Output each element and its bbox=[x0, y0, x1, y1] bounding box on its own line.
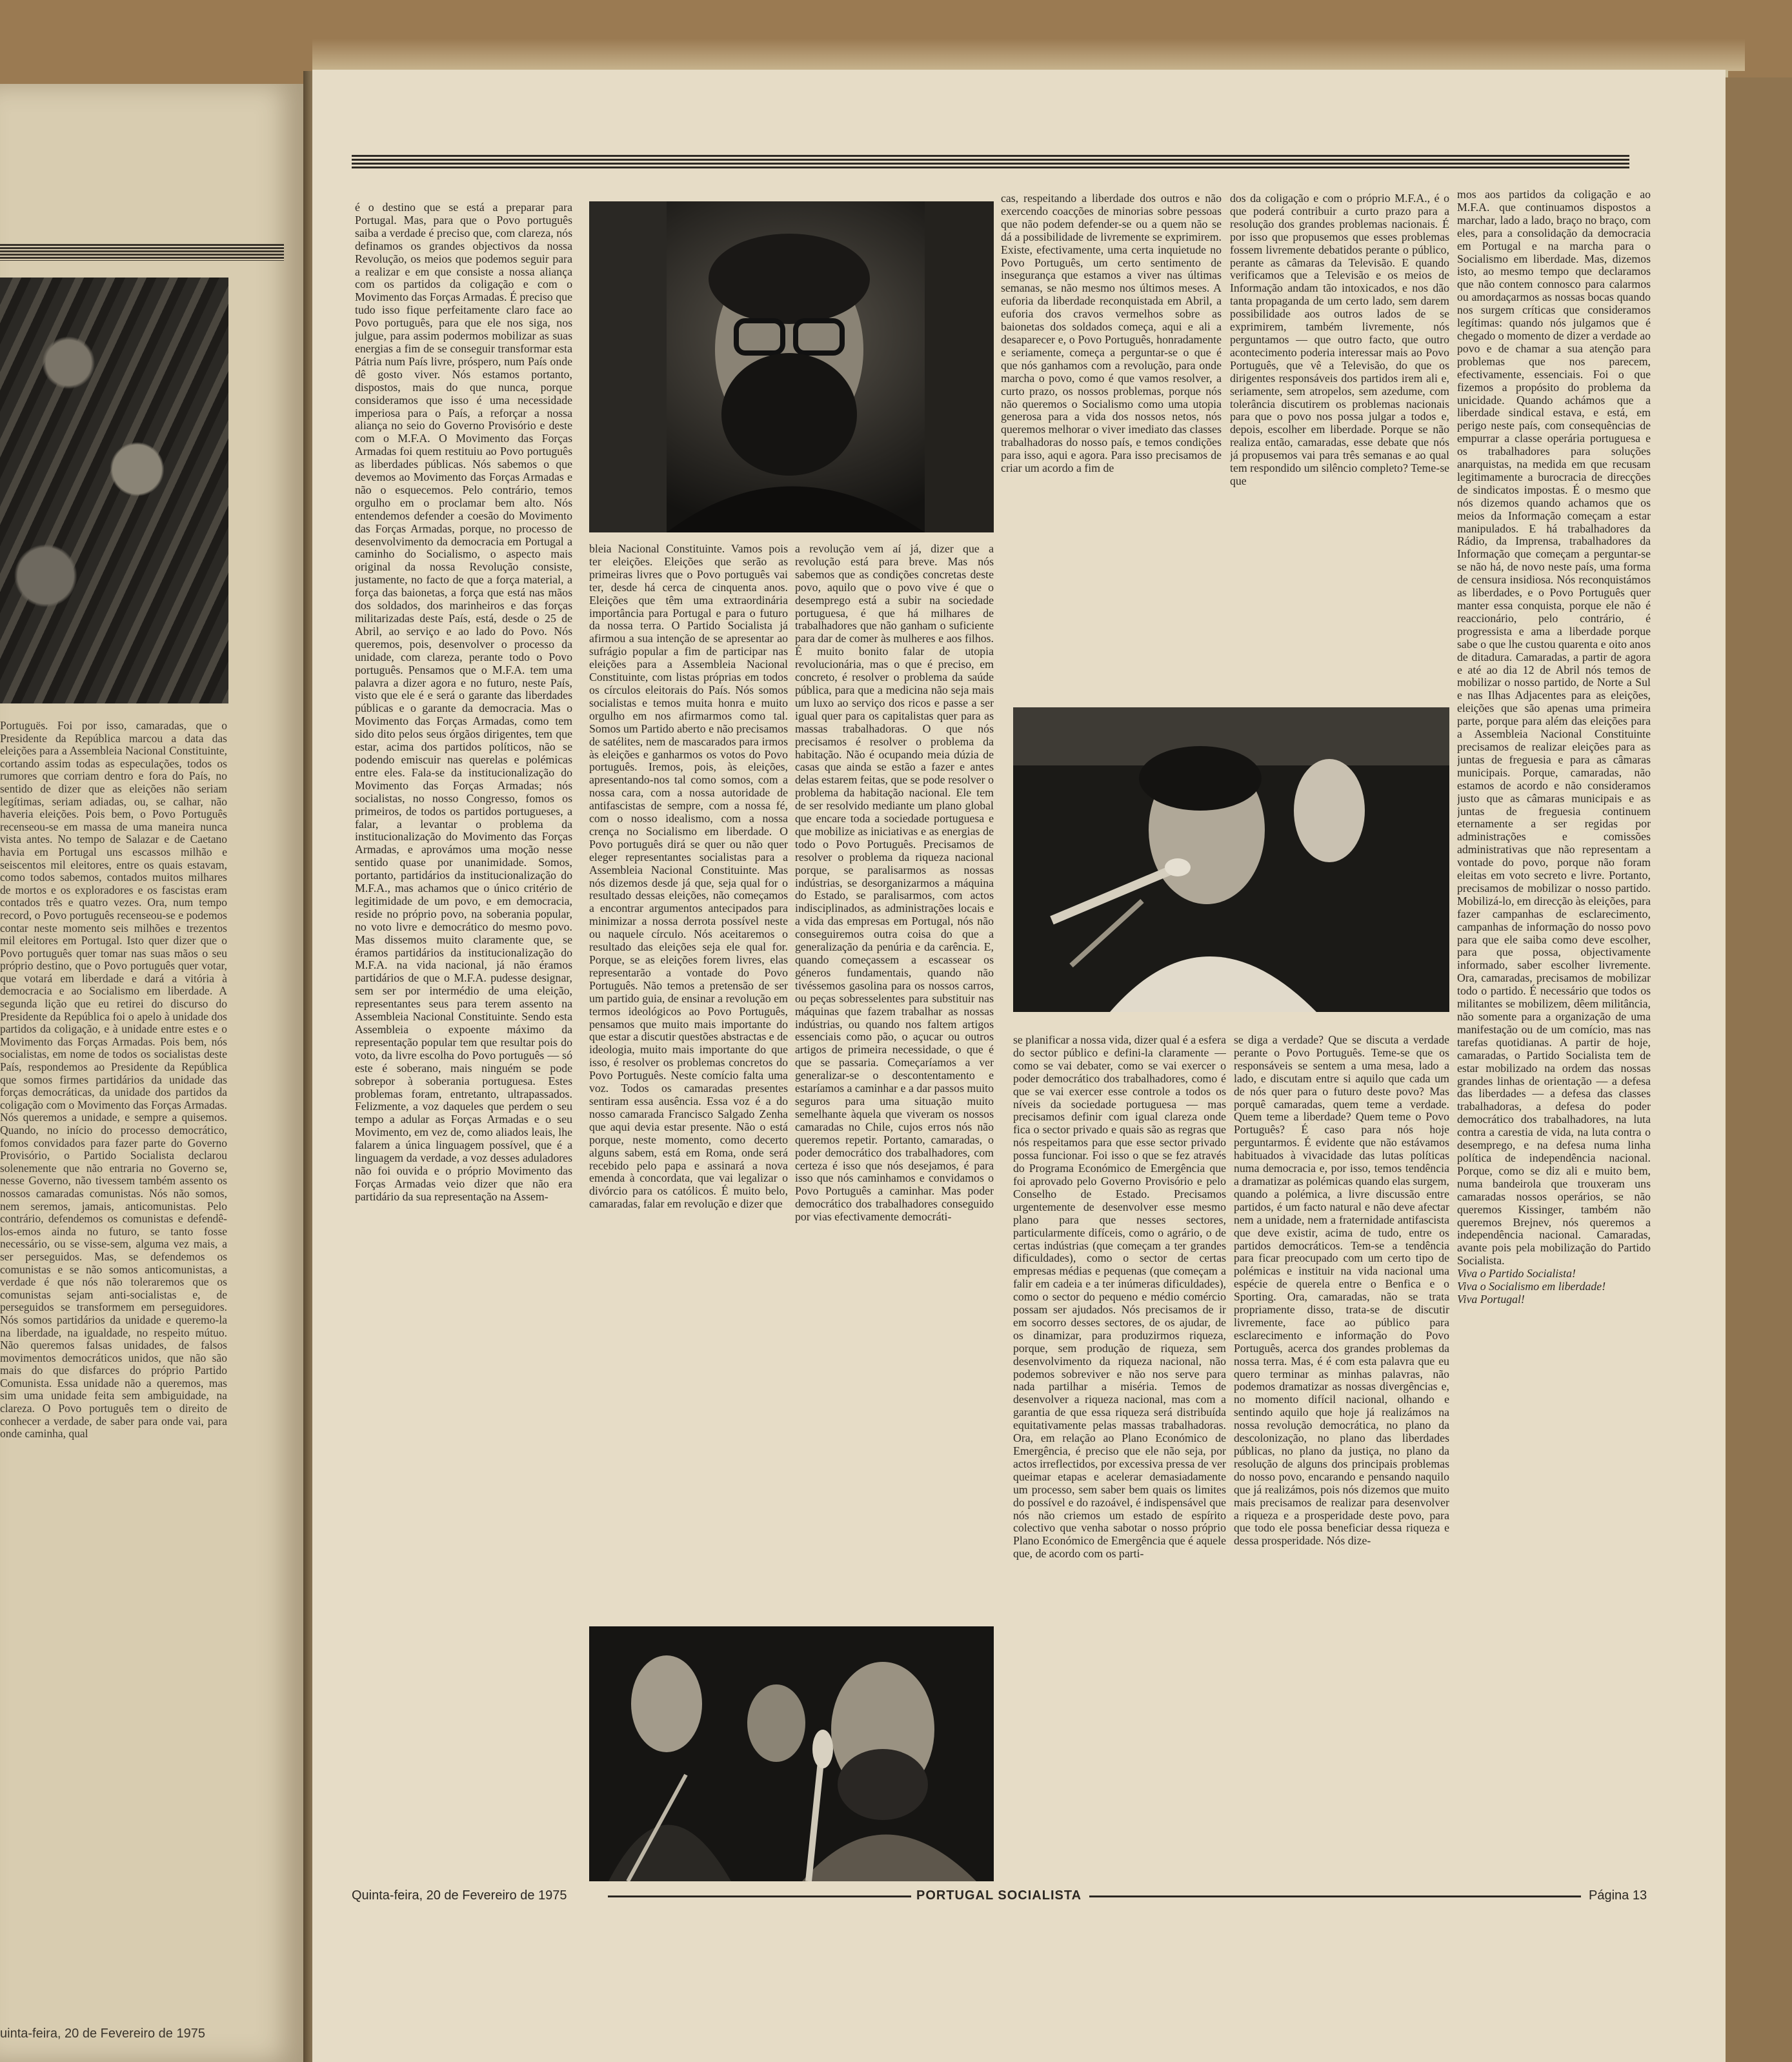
article-column-5-bottom bbox=[1234, 1034, 1449, 1883]
photo-speakers-microphones bbox=[589, 1626, 994, 1881]
footer-date: Quinta-feira, 20 de Fevereiro de 1975 bbox=[352, 1888, 567, 1903]
footer-rule-right bbox=[1089, 1895, 1581, 1897]
crowd-photo bbox=[0, 278, 228, 703]
orator-illustration bbox=[1013, 707, 1449, 1012]
closing-cheer-3: Viva Portugal! bbox=[1457, 1292, 1525, 1306]
left-page-text: Portuguës. Foi por isso, camaradas, que o Presidente da República marcou a data das eleições para a Assembleia Nacional Constituinte, cortando assim todas as especulações, todos os rumores que corriam dentro e fora do País, no sentido de dizer que as eleições não seriam legítimas, seriam adiadas, ou, se calhar, não haveria eleições. Pois bem, o Povo Português recenseou-se em massa de uma maneira nunca vista antes. No tempo de Salazar e de Caetano havia em Portugal uns escassos milhão e seiscentos mil eleitores, entre os quais estavam, como todos sabemos, contados muitos milhares de mortos e os exploradores e os fascistas eram contados três e quatro vezes. Ora, num tempo record, o Povo português recenseou-se e podemos contar neste momento seis milhões e trezentos mil eleitores em Portugal. Isto quer dizer que o Povo português quer tomar nas suas mãos o seu próprio destino, que o Povo português quer votar, que votará em liberdade e dará a vitória à democracia e ao Socialismo em liberdade. A segunda lição que eu retirei do discurso do Presidente da República foi o apelo à unidade dos partidos da coligação, e à unidade entre estes e o Movimento das Forças Armadas. Pois bem, nós socialistas, em nome de todos os socialistas deste País, respondemos ao Presidente da República que somos firmes partidários da unidade das forças democráticas, da unidade dos partidos da coligação com o Movimento das Forças Armadas. Nós queremos a unidade, e sempre a quisemos. Quando, no início do processo democrático, fomos convidados para fazer parte do Governo Provisório, o Partido Socialista declarou solenemente que não entraria no Governo se, nesse Governo, não tivessem também assento os nossos camaradas comunistas. Nós não somos, nem seremos, jamais, anticomunistas. Pelo contrário, defendemos os comunistas e defendê-los-emos ainda no futuro, se tanto fosse necessário, ou se visse-sem, alguma vez mais, a ser perseguidos. Mas, se defendemos os comunistas e se não somos anticomunistas, a verdade é que nós não toleraremos que os comunistas sejam anti-socialistas e, de perseguidos se transformem em perseguidores. Nós somos partidários da unidade e queremo-la na liberdade, na igualdade, no respeito mútuo. Não queremos falsas unidades, de falsos movimentos democráticos unidos, que não são mais do que disfarces do próprio Partido Comunista. Essa unidade não a queremos, mas sim uma unidade feita sem ambiguidade, na clareza. O Povo português tem o direito de conhecer a verdade, de saber para onde vai, para onde caminha, qual bbox=[0, 720, 227, 1440]
page-top-shadow bbox=[312, 39, 1745, 71]
article-column-4-top bbox=[1001, 192, 1222, 699]
article-column-1 bbox=[355, 201, 572, 1883]
portrait-illustration bbox=[589, 201, 994, 532]
page-stack-edge bbox=[1726, 77, 1792, 2062]
column-4-top-text: cas, respeitando a liberdade dos outros e não exercendo coacções de minorias sobre pessoas que não podem defender-se ou a quem não se dá a possibilidade de livremente se exprimirem. Existe, efectivamente, uma certa inquietude no Povo Português, um certo sentimento de insegurança que estamos a viver nas últimas semanas, se não mesmo nos últimos meses. A euforia da liberdade reconquistada em Abril, a euforia dos cravos vermelhos sobre as baionetas dos soldados começa, aqui e ali a desaparecer e, o Povo Português, honradamente e seriamente, começa a perguntar-se o que é que nós ganhamos com a revolução, para onde marcha o povo, como é que vamos resolver, a curto prazo, os nossos problemas, porque nós não queremos o Socialismo como uma utopia generosa para a vida dos nossos netos, nós queremos melhorar o viver imediato das classes trabalhadoras do nosso país, e temos condições para isso, aqui e agora. Para isso precisamos de criar um acordo a fim de bbox=[1001, 192, 1222, 475]
left-page-footer-date: uinta-feira, 20 de Fevereiro de 1975 bbox=[0, 2027, 205, 2041]
left-page-rule bbox=[0, 244, 284, 261]
column-2-text: bleia Nacional Constituinte. Vamos pois ter eleições. Eleições que serão as primeiras livres que o Povo português vai ter, desde há cerca de cinquenta anos. Eleições que têm uma extraordinária importância para Portugal e para o futuro da nossa terra. O Partido Socialista já afirmou a sua intenção de se apresentar ao sufrágio popular a fim de participar nas eleições para a Assembleia Nacional Constituinte, com listas próprias em todos os círculos eleitorais do País. Nós somos socialistas e temos muita honra e muito orgulho em nos afirmarmos como tal. Somos um Partido aberto e não precisamos de satélites, nem de mascarados para irmos às eleições e ganharmos os votos do Povo português. Iremos, pois, às eleições, apresentando-nos tal como somos, com a nossa cara, com a nossa autoridade de antifascistas de sempre, com a nossa fé, com o nosso idealismo, com a nossa crença no Socialismo em liberdade. O Povo português dirá se quer ou não quer eleger representantes socialistas para a Assembleia Nacional Constituinte. Mas nós dizemos desde já que, seja qual for o resultado dessas eleições, não começamos a encontrar argumentos antecipados para minimizar a nossa derrota possível neste ou naquele círculo. Nós aceitaremos o resultado das eleições seja ele qual for. Porque, se as eleições forem livres, elas representarão a vontade do Povo Português. Não temos a pretensão de ser um partido guia, de ensinar a revolução em termos ideológicos ao Povo Português, pensamos que muito mais importante do que estar a discutir questões abstractas e de ideologia, muito mais importante do que isso, é resolver os problemas concretos do Povo Português. Neste comício falta uma voz. Todos os camaradas presentes sentiram essa ausência. Essa voz é a do nosso camarada Francisco Salgado Zenha que aqui devia estar presente. Não o está porque, neste momento, como decerto alguns sabem, está em Roma, onde será recebido pelo papa e assinará a nova emenda à concordata, que vai legalizar o divórcio para os católicos. É muito belo, camaradas, falar em revolução e dizer que bbox=[589, 543, 788, 1211]
column-1-text: é o destino que se está a preparar para Portugal. Mas, para que o Povo português saiba a verdade é preciso que, com clareza, nós definamos os grandes objectivos da nossa Revolução, os meios que podemos seguir para a realizar e em que consiste a nossa aliança com os partidos da coligação e com o Movimento das Forças Armadas. É preciso que tudo isso fique perfeitamente claro face ao Povo português, para que ele nos siga, nos julgue, para assim podermos mobilizar as suas energias a fim de se conseguir transformar esta Pátria num País livre, próspero, num País onde dê gosto viver. Nós estamos portanto, dispostos, mais do que nunca, porque consideramos que isso é uma necessidade imperiosa para o País, a reforçar a nossa aliança no seio do Governo Provisório e deste com o M.F.A. O Movimento das Forças Armadas foi quem restituiu ao Povo português as liberdades públicas. Nós sabemos o que devemos ao Movimento das Forças Armadas e não o esquecemos. Pelo contrário, temos orgulho em o proclamar bem alto. Nós entendemos defender a coesão do Movimento das Forças Armadas, porque, no processo de desenvolvimento da democracia em Portugal a caminho do Socialismo, o aspecto mais original da nossa Revolução consiste, justamente, no facto de que a força material, a força das baionetas, a força que está nas mãos dos soldados, dos marinheiros e das forças militarizadas deste País, está, desde o 25 de Abril, ao serviço e ao lado do Povo. Nós queremos, pois, desenvolver o processo da unidade, com clareza, perante todo o Povo português. Pensamos que o M.F.A. tem uma palavra a dizer agora e no futuro, neste País, visto que ele é e será o garante das liberdades públicas e o garante da democracia. Mas o Movimento das Forças Armadas, como tem sido dito pelos seus órgãos dirigentes, tem que estar, acima dos partidos políticos, não se podendo emiscuir nas querelas e polémicas entre eles. Fala-se da institucionalização do Movimento das Forças Armadas; nós socialistas, no nosso Congresso, fomos os primeiros, de todos os partidos portugueses, a falar, a levantar o problema da institucionalização do Movimento das Forças Armadas, e aprovámos uma moção nesse sentido quase por unanimidade. Somos, portanto, partidários da institucionalização do M.F.A., mas achamos que o único critério de legitimidade de um povo, e em democracia, reside no próprio povo, na soberania popular, no voto livre e democrático do mesmo povo. Mas dissemos muito claramente que, se éramos partidários da institucionalização do M.F.A. na vida nacional, já não éramos partidários de que o M.F.A. pudesse designar, sem ser por intermédio de uma eleição, representantes seus para terem assento na Assembleia Nacional Constituinte. Sendo esta Assembleia o expoente máximo da representação popular tem que resultar pois do voto, da livre escolha do Povo português — só este é soberano, mais ninguém se pode sobrepor à soberania portuguesa. Estes problemas foram, entretanto, ultrapassados. Felizmente, a voz daqueles que perdem o seu tempo a adular as Forças Armadas e o seu Movimento, em vez de, como aliados leais, lhe falarem a única linguagem possível, que é a linguagem da verdade, a voz desses aduladores não foi ouvida e o próprio Movimento das Forças Armadas veio dizer que não era partidário da sua representação na Assem- bbox=[355, 201, 572, 1203]
article-column-4-bottom bbox=[1013, 1034, 1226, 1883]
column-6-text: mos aos partidos da coligação e ao M.F.A. que continuamos dispostos a marchar, lado a lado, braço no braço, com eles, para a consolidação da democracia em Portugal e na marcha para o Socialismo em liberdade. Mas, dizemos isto, ao mesmo tempo que declaramos que não contem connosco para calarmos ou amordaçarmos as nossas bocas quando nos surgem críticas que consideramos legítimas: quando nós julgamos que é chegado o momento de dizer a verdade ao povo e de chamar a sua atenção para problemas que nos parecem, efectivamente, essenciais. Foi o que fizemos a propósito do problema da unicidade. Quando achámos que a liberdade sindical estava, e está, em perigo neste país, com consequências de empurrar a classe operária portuguesa e os trabalhadores para soluções anarquistas, na medida em que recusam legitimamente a burocracia de direcções de sindicatos impostas. É o mesmo que nós dizemos quando achamos que os meios da Informação começam a estar manipulados. E há trabalhadores da Rádio, da Imprensa, trabalhadores da Informação que começam a perguntar-se se não há, de novo neste país, uma forma de censura insidiosa. Nós reconquistámos as liberdades, e o Povo Português quer manter essa conquista, porque ele não é reaccionário, pelo contrário, é progressista e ama a liberdade porque sabe o que lhe custou quarenta e oito anos de ditadura. Camaradas, a partir de agora e até ao dia 12 de Abril nós temos de mobilizar o nosso partido, de Norte a Sul e nas Ilhas Adjacentes para as eleições, eleições que são apenas uma primeira parte, porque para além das eleições para a Assembleia Nacional Constituinte precisamos de realizar eleições para as juntas de freguesia e para as câmaras municipais. Porque, camaradas, não estamos de acordo e não consideramos justo que as câmaras municipais e as juntas de freguesia continuem eternamente a ser regidas por administrações e comissões administrativas que não representam a vontade do povo, porque não foram eleitas em voto secreto e livre. Portanto, precisamos de mobilizar o nosso partido. Mobilizá-lo, em direcção às eleições, para fazer campanhas de esclarecimento, campanhas de informação do nosso povo para que ele saiba como deve escolher, para que possa, objectivamente informado, saber escolher livremente. Ora, camaradas, precisamos de mobilizar todo o partido. É necessário que todos os militantes se mobilizem, dêem militância, não somente para a organização de uma manifestação ou de um comício, mas nas tarefas quotidianas. A partir de hoje, camaradas, o Partido Socialista tem de estar mobilizado na ordem das nossas grandes linhas de orientação — a defesa das liberdades — a defesa das classes trabalhadoras, a defesa do poder democrático dos trabalhadores, na luta contra a carestia de vida, na luta contra o desemprego, e na defesa numa linha política de independência nacional. Porque, como se diz ali e muito bem, numa bandeirola que trouxeram uns camaradas nossos operários, se não queremos Kissinger, também não queremos Brejnev, nós queremos a independência nacional. Camaradas, avante pois pela mobilização do Partido Socialista. bbox=[1457, 188, 1651, 1268]
photo-man-at-microphone bbox=[1013, 707, 1449, 1012]
column-3-text: a revolução vem aí já, dizer que a revolução está para breve. Mas nós sabemos que as condições concretas deste povo, aquilo que o povo vive é que o desemprego está a subir na sociedade portuguesa, é que há milhares de trabalhadores que não ganham o suficiente para dar de comer às mulheres e aos filhos. É muito bonito falar de utopia revolucionária, mas o que é preciso, em concreto, é resolver o problema da saúde pública, para que a medicina não seja mais um luxo ao serviço dos ricos e passe a ser igual quer para os capitalistas quer para as massas trabalhadoras. O que nós precisamos é resolver o problema da habitação. Não é ocupando meia dúzia de casas que ainda se estão a fazer e antes delas estarem feitas, que se pode resolver o problema da habitação nacional. Ele tem de ser resolvido mediante um plano global que encare toda a sociedade portuguesa e que mobilize as iniciativas e as energias de todo o Povo Português. Precisamos de resolver o problema da riqueza nacional porque, se paralisarmos as nossas indústrias, se desorganizarmos a máquina do Estado, se paralisarmos, com actos indisciplinados, as administrações locais e a vida das empresas em Portugal, nós não conseguiremos outra coisa do que a generalização da penúria e da carência. E, quando começassem a escassear os géneros fundamentais, quando não tivéssemos gasolina para os nossos carros, ou peças sobresselentes para substituir nas máquinas que fazem trabalhar as nossas indústrias, ou quando nos faltem artigos essenciais como pão, o açucar ou outros artigos de primeira necessidade, o que é que se passaria. Começaríamos a ver generalizar-se o descontentamento e estaríamos a caminhar e a dar passos muito seguros para uma situação muito semelhante àquela que viveram os nossos camaradas no Chile, cujos erros nós não queremos repetir. Portanto, camaradas, o poder democrático dos trabalhadores, com certeza é isso que nós desejamos, é para isso que nós caminhamos e convidamos o Povo Português a caminhar. Mas poder democrático dos trabalhadores conseguido por vias efectivamente democráti- bbox=[795, 543, 994, 1224]
speakers-illustration bbox=[589, 1626, 994, 1881]
article-column-3 bbox=[795, 543, 994, 1614]
previous-page bbox=[0, 84, 303, 2062]
article-column-6 bbox=[1457, 188, 1651, 1883]
closing-cheer-1: Viva o Partido Socialista! bbox=[1457, 1267, 1576, 1280]
column-5-bottom-text: se diga a verdade? Que se discuta a verdade perante o Povo Português. Teme-se que os responsáveis se sentem a uma mesa, lado a lado, e discutam entre si aquilo que cada um de nós quer para o futuro deste povo? Mas porquê camaradas, quem teme a verdade. Quem teme a liberdade? Quem teme o Povo Português? É caso para nós hoje perguntarmos. É evidente que não estávamos habituados à vivacidade das lutas políticas numa democracia e, por isso, temos tendência a dramatizar as polémicas quando elas surgem, quando a polémica, a livre discussão entre partidos, é um facto natural e não deve afectar nem a unidade, nem a fraternidade antifascista que deve existir, acima de tudo, entre os partidos democráticos. Tem-se a tendência para ficar preocupado com um certo tipo de polémicas e instituir na vida nacional uma espécie de querela entre o Benfica e o Sporting. Ora, camaradas, não se trata propriamente disso, trata-se de discutir livremente, face ao público para esclarecimento e informação do Povo Português, acerca dos grandes problemas da nossa terra. Mas, é é com esta palavra que eu quero terminar as minhas palavras, não podemos dramatizar as nossas divergências e, no momento difícil nacional, olhando e sentindo aquilo que hoje já realizámos na nossa revolução democrática, no plano da descolonização, no plano das liberdades públicas, no plano da justiça, no plano da resolução de alguns dos principais problemas do nosso povo, encarando e pensando naquilo que já realizámos, pois nós dizemos que muito mais precisamos de realizar para desenvolver a riqueza e a prosperidade deste povo, para que todo ele possa beneficiar dessa riqueza e dessa prosperidade. Nós dize- bbox=[1234, 1034, 1449, 1548]
column-4-bottom-text: se planificar a nossa vida, dizer qual é a esfera do sector público e defini-la claramente — como se vai debater, como se vai exercer o poder democrático dos trabalhadores, como é que se vai exercer esse controle a todos os níveis da sociedade portuguesa — mas precisamos definir com igual clareza onde fica o sector privado e quais são as regras que nós respeitamos para que esse sector privado possa funcionar. Foi isso o que se fez através do Programa Económico de Emergência que foi aprovado pelo Governo Provisório e pelo Conselho de Estado. Precisamos urgentemente de desenvolver esse mesmo plano para que nesses sectores, particularmente difíceis, como o agrário, o de certas indústrias (que começam a ter grandes dificuldades), como o sector de certas empresas médias e pequenas (que começam a falir em cadeia e a ter inúmeras dificuldades), como o sector do pequeno e médio comércio possam ser ajudados. Nós precisamos de ir em socorro desses sectores, de os ajudar, de os dinamizar, para produzirmos riqueza, porque, sem produção de riqueza, sem desenvolvimento da riqueza nacional, não podemos sobreviver e não nos serve para nada partilhar a miséria. Temos de desenvolver a riqueza nacional, mas com a garantia de que essa riqueza será distribuída equitativamente pelas massas trabalhadoras. Ora, em relação ao Plano Económico de Emergência, é preciso que ele não seja, por actos irreflectidos, por excessiva pressa de ver queimar etapas e acelerar demasiadamente um processo, sem saber bem quais os limites do possível e do razoável, é indispensável que nós não criemos um estado de espírito colectivo que venha sabotar o nosso próprio Plano Económico de Emergência que é aquele que, de acordo com os parti- bbox=[1013, 1034, 1226, 1561]
footer-publication-name: PORTUGAL SOCIALISTA bbox=[916, 1888, 1082, 1903]
article-column-5-top bbox=[1230, 192, 1449, 699]
page-gutter bbox=[303, 71, 312, 2062]
top-rule bbox=[352, 155, 1629, 169]
footer-page-number: Página 13 bbox=[1589, 1888, 1647, 1903]
closing-cheer-2: Viva o Socialismo em liberdade! bbox=[1457, 1280, 1606, 1293]
footer-rule-left bbox=[608, 1895, 911, 1897]
photo-bearded-man bbox=[589, 201, 994, 532]
column-5-top-text: dos da coligação e com o próprio M.F.A., é o que poderá contribuir a curto prazo para a resolução dos grandes problemas nacionais. É por isso que propusemos que esses problemas fossem livremente debatidos perante o público, perante as câmaras da Televisão. E quando verificamos que a Televisão e os meios de Informação andam tão intoxicados, e nos dão tanta propaganda de um certo lado, sem darem possibilidade aos outros lados de se exprimirem, também livremente, nós perguntamos — que outro facto, que outro acontecimento poderia interessar mais ao Povo Português, que vê a Televisão, do que os dirigentes responsáveis dos partidos irem ali e, seriamente, sem atropelos, sem azedume, com tolerância discutirem os problemas nacionais para que o povo nos possa julgar a todos e, depois, escolher em liberdade. Porque se não realiza então, camaradas, esse debate que nós já propusemos vai para três semanas e ao qual tem respondido um silêncio completo? Teme-se que bbox=[1230, 192, 1449, 487]
